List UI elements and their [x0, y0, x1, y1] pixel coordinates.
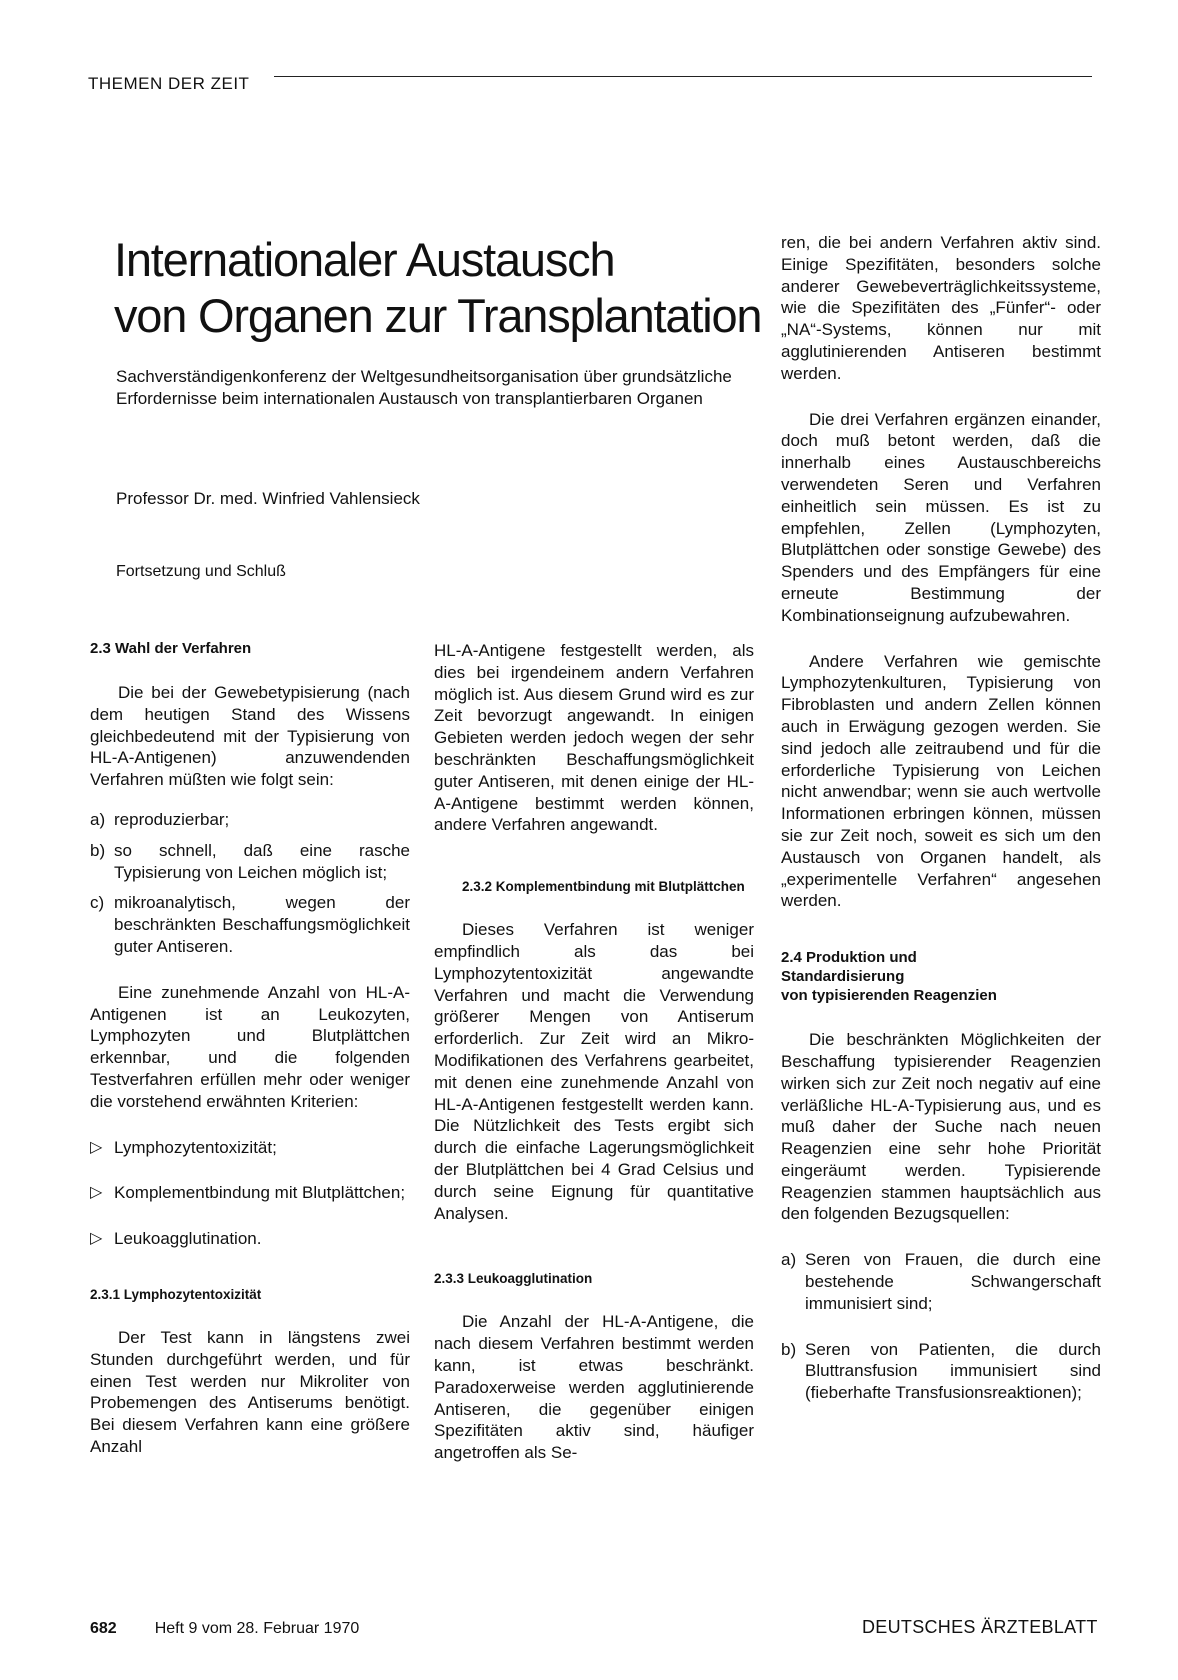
col2-paragraph-1: HL-A-Antigene festgestellt werden, als dies bei irgendeinem andern Verfahren möglich ist. Aus diesem Grund wird es zur Zeit bevorzugt angewandt. In einigen Gebieten werden jedoch wegen der sehr beschränkten Beschaffungsmöglichkeit guter Antiseren, mit denen einige der HL-A-Antigene bestimmt werden können, andere Verfahren angewandt.	[434, 641, 754, 835]
bullet-item	[90, 1137, 410, 1159]
list-marker: c)	[90, 893, 105, 913]
col1-paragraph-1: Die bei der Gewebetypisierung (nach dem heutigen Stand des Wissens gleichbedeutend mit der Typisierung von HL-A-Antigenen) anzuwendenden Verfahren müßten wie folgt sein:	[90, 683, 410, 790]
list-item-c	[90, 892, 410, 957]
footer-left	[90, 1620, 359, 1638]
list-text: mikroanalytisch, wegen der beschränkten Beschaffungsmöglichkeit guter Antiseren.	[114, 893, 410, 956]
col3-paragraph-4: Die beschränkten Möglichkeiten der Beschaffung typisierender Reagenzien wirken sich zur Zeit noch negativ auf eine verläßliche HL-A-Typisierung aus, und es muß daher der Suche nach neuen Reagenzien eine sehr hohe Priorität eingeräumt werden. Typisierende Reagenzien stammen hauptsächlich aus den folgenden Bezugsquellen:	[781, 1030, 1101, 1224]
article-subtitle: Sachverständigenkonferenz der Weltgesundheitsorganisation über grundsätzliche Erfordernisse beim internationalen Austausch von transplantierbaren Organen	[116, 367, 732, 408]
heading-2-3: 2.3 Wahl der Verfahren	[90, 640, 252, 657]
list-text: Seren von Frauen, die durch eine bestehende Schwangerschaft immunisiert sind;	[805, 1250, 1101, 1313]
heading-2-4-line-2: Standardisierung	[781, 968, 905, 986]
bullet-text: Leukoagglutination.	[114, 1229, 262, 1249]
col1-paragraph-3: Der Test kann in längstens zwei Stunden durchgeführt werden, und für einen Test werden nur Mikroliter von Probemengen des Antiserums benötigt. Bei diesem Verfahren kann eine größere Anzahl	[90, 1327, 410, 1456]
article-title	[114, 232, 774, 344]
journal-name: DEUTSCHES ÄRZTEBLATT	[862, 1617, 1098, 1637]
title-line-2: von Organen zur Transplantation	[114, 289, 762, 342]
list-item-b	[90, 840, 410, 884]
article-author: Professor Dr. med. Winfried Vahlensieck	[116, 489, 420, 508]
heading-2-3-3: 2.3.3 Leukoagglutination	[434, 1271, 593, 1287]
col2-paragraph-2: Dieses Verfahren ist weniger empfindlich als das bei Lymphozytentoxizität angewandte Verfahren und macht die Verwendung größerer Mengen von Antiserum erforderlich. Zur Zeit wird an Mikro-Modifikationen des Verfahrens gearbeitet, mit denen eine zunehmende Anzahl von HL-A-Antigenen festgestellt werden kann. Die Nützlichkeit des Tests ergibt sich durch die einfache Lagerungsmöglichkeit der Blutplättchen bei 4 Grad Celsius und durch seine Eignung für quantitative Analysen.	[434, 920, 754, 1223]
heading-2-4	[781, 948, 1101, 1005]
heading-2-4-line-1: 2.4 Produktion und	[781, 949, 917, 967]
list-text: so schnell, daß eine rasche Typisierung von Leichen möglich ist;	[114, 840, 410, 882]
column-1	[90, 639, 410, 1458]
triangle-bullet-icon: ▷	[90, 1138, 103, 1156]
list-item-b	[781, 1339, 1101, 1404]
header-rule	[274, 76, 1092, 77]
triangle-bullet-icon: ▷	[90, 1184, 103, 1202]
bullet-item	[90, 1228, 410, 1250]
bullet-text: Komplementbindung mit Blutplättchen;	[114, 1183, 406, 1203]
list-marker: a)	[781, 1250, 797, 1270]
bullet-text: Lymphozytentoxizität;	[114, 1137, 277, 1157]
heading-2-3-2: 2.3.2 Komplementbindung mit Blutplättchen	[462, 879, 745, 895]
list-marker: b)	[781, 1339, 797, 1359]
col3-paragraph-3: Andere Verfahren wie gemischte Lymphozytenkulturen, Typisierung von Fibroblasten und andern Zellen können auch in Erwägung gezogen werden. Sie sind jedoch alle zeitraubend und für die erforderliche Typisierung von Leichen nicht anwendbar; wenn sie auch wertvolle Informationen erbringen können, müssen sie zur Zeit noch, soweit es sich um den Austausch von Organen handelt, als „experimentelle Verfahren“ angesehen werden.	[781, 651, 1101, 911]
issue-info: Heft 9 vom 28. Februar 1970	[154, 1620, 360, 1637]
col3-paragraph-2: Die drei Verfahren ergänzen einander, doch muß betont werden, daß die innerhalb eines Austauschbereichs verwendeten Seren und Verfahren einheitlich sein müssen. Es ist zu empfehlen, Zellen (Lymphozyten, Blutplättchen oder sonstige Gewebe) des Spenders und des Empfängers für eine erneute Bestimmung der Kombinationseignung aufzubewahren.	[781, 409, 1101, 625]
col3-paragraph-1: ren, die bei andern Verfahren aktiv sind. Einige Spezifitäten, besonders solche anderer Gewebeverträglichkeitssysteme, wie die Spezifitäten des „Fünfer“- oder „NA“-Systems, können nur mit agglutinierenden Antiseren bestimmt werden.	[781, 233, 1101, 383]
heading-2-4-line-3: von typisierenden Reagenzien	[781, 987, 997, 1005]
list-marker: a)	[90, 809, 106, 829]
continuation-note: Fortsetzung und Schluß	[116, 563, 286, 580]
list-item-a	[781, 1249, 1101, 1314]
heading-2-3-1: 2.3.1 Lymphozytentoxizität	[90, 1286, 262, 1302]
list-text: reproduzierbar;	[114, 809, 230, 829]
list-marker: b)	[90, 840, 106, 860]
bullet-item	[90, 1182, 410, 1204]
column-2	[434, 640, 754, 1464]
col1-paragraph-2: Eine zunehmende Anzahl von HL-A-Antigenen ist an Leukozyten, Lymphozyten und Blutplättchen erkennbar, und die folgenden Testverfahren erfüllen mehr oder weniger die vorstehend erwähnten Kriterien:	[90, 982, 410, 1111]
column-3	[781, 232, 1101, 1404]
list-text: Seren von Patienten, die durch Bluttransfusion immunisiert sind (fieberhafte Transfusionsreaktionen);	[805, 1339, 1101, 1403]
section-label: THEMEN DER ZEIT	[88, 74, 250, 93]
triangle-bullet-icon: ▷	[90, 1230, 103, 1248]
title-line-1: Internationaler Austausch	[114, 233, 615, 286]
list-item-a	[90, 809, 410, 831]
col2-paragraph-3: Die Anzahl der HL-A-Antigene, die nach diesem Verfahren bestimmt werden kann, ist etwas beschränkt. Paradoxerweise werden agglutinierende Antiseren, die gegenüber einigen Spezifitäten aktiv sind, häufiger angetroffen als Se-	[434, 1312, 754, 1463]
page-number: 682	[90, 1620, 117, 1637]
